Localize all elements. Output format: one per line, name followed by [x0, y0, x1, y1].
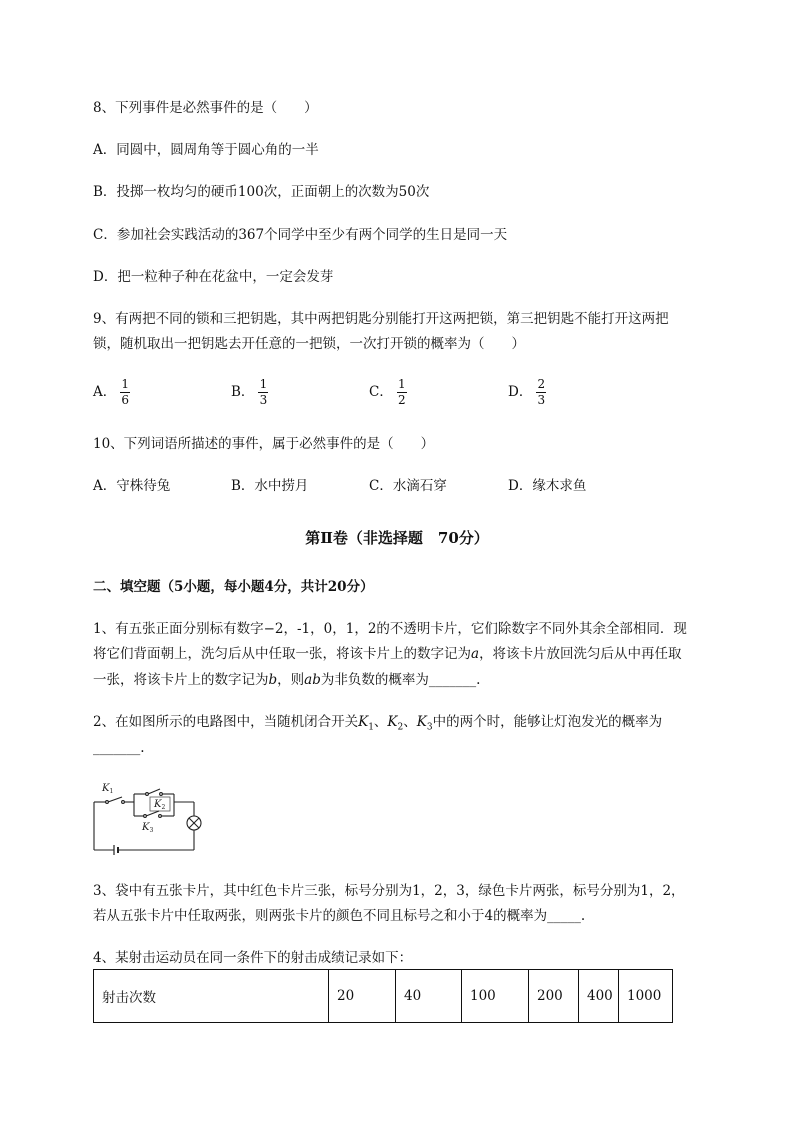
- q9-option-a: A． $\frac{1}{6}$: [93, 377, 130, 407]
- q8-option-a: A．同圆中，圆周角等于圆心角的一半: [93, 142, 319, 158]
- table-cell: 200: [529, 970, 579, 1023]
- table-cell: 100: [462, 970, 529, 1023]
- k1-label: $K_1$: [102, 783, 114, 795]
- q10-option-b: B．水中捞月: [231, 478, 309, 494]
- k2-label: $K_2$: [154, 799, 166, 811]
- q8-stem: 8、下列事件是必然事件的是（ ）: [93, 100, 318, 116]
- shooting-record-table: [93, 969, 673, 1023]
- q8-option-c: C．参加社会实践活动的367个同学中至少有两个同学的生日是同一天: [93, 227, 508, 243]
- q10-option-c: C．水滴石穿: [369, 478, 447, 494]
- fraction: $\frac{1}{3}$: [259, 377, 268, 407]
- fill-q1-line1: 1、有五张正面分别标有数字−2，-1，0，1，2的不透明卡片，它们除数字不同外其余全部相同．现: [93, 621, 687, 637]
- table-cell: 400: [579, 970, 619, 1023]
- circuit-diagram: [88, 772, 218, 858]
- q8-option-d: D．把一粒种子种在花盆中，一定会发芽: [93, 269, 334, 285]
- fill-q4-stem: 4、某射击运动员在同一条件下的射击成绩记录如下：: [93, 950, 413, 966]
- fraction: $\frac{1}{6}$: [121, 377, 130, 407]
- q9-option-c: C． $\frac{1}{2}$: [369, 377, 406, 407]
- fill-q1-line3: 一张，将该卡片上的数字记为b，则ab为非负数的概率为_______.: [93, 672, 481, 688]
- fill-q2-line1: 2、在如图所示的电路图中，当随机闭合开关$K_1$、$K_2$、$K_3$中的两个时，能够让灯泡发光的概率为: [93, 714, 663, 733]
- q10-option-a: A．守株待兔: [93, 478, 171, 494]
- q9-stem-line2: 锁，随机取出一把钥匙去开任意的一把锁，一次打开锁的概率为（ ）: [93, 336, 525, 352]
- q9-stem-line1: 9、有两把不同的锁和三把钥匙，其中两把钥匙分别能打开这两把锁，第三把钥匙不能打开这两把: [93, 311, 669, 327]
- fill-q3-line2: 若从五张卡片中任取两张，则两张卡片的颜色不同且标号之和小于4的概率为_____.: [93, 908, 586, 924]
- fill-q2-line2: _______.: [93, 740, 145, 756]
- k3-label: $K_3$: [142, 822, 154, 834]
- table-cell: 20: [329, 970, 396, 1023]
- fill-q1-line2: 将它们背面朝上，洗匀后从中任取一张，将该卡片上的数字记为a，将该卡片放回洗匀后从中再任取: [93, 646, 682, 662]
- section-heading: 二、填空题（5小题，每小题4分，共计20分）: [93, 579, 374, 595]
- q9-option-b: B． $\frac{1}{3}$: [231, 377, 268, 407]
- q10-option-d: D．缘木求鱼: [508, 478, 587, 494]
- table-header-cell: 射击次数: [94, 970, 329, 1023]
- table-cell: 40: [396, 970, 462, 1023]
- q9-option-d: D． $\frac{2}{3}$: [508, 377, 546, 407]
- section-title: 第Ⅱ卷（非选择题 70分）: [305, 529, 489, 547]
- q8-option-b: B．投掷一枚均匀的硬币100次，正面朝上的次数为50次: [93, 184, 430, 200]
- table-cell: 1000: [619, 970, 673, 1023]
- fill-q3-line1: 3、袋中有五张卡片，其中红色卡片三张，标号分别为1，2，3，绿色卡片两张，标号分别为1，2，: [93, 883, 685, 899]
- q10-stem: 10、下列词语所描述的事件，属于必然事件的是（ ）: [93, 436, 435, 452]
- fraction: $\frac{1}{2}$: [398, 377, 406, 407]
- table-row: [94, 970, 673, 1023]
- fraction: $\frac{2}{3}$: [537, 377, 546, 407]
